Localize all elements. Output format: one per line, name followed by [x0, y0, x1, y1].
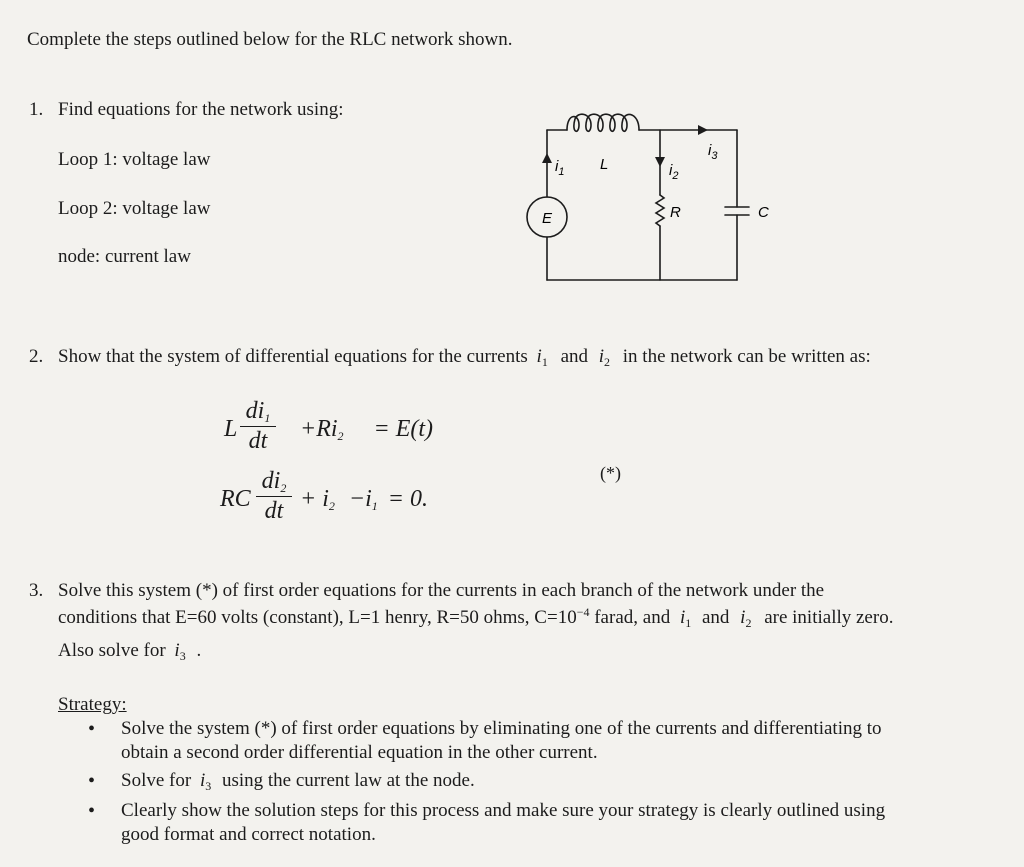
- strategy-item-3-line2: good format and correct notation.: [121, 824, 376, 845]
- eq2-coef: RC: [220, 486, 251, 512]
- strategy-bullet-3: •: [88, 800, 96, 822]
- step2-text: Show that the system of differential equations for the currents $i_1$ and $i_2$ in the network can be written as:: [58, 346, 871, 369]
- eq1-coef: L: [224, 416, 238, 442]
- strategy-item-1-line1: Solve the system (*) of first order equations by eliminating one of the currents and differentiating to: [121, 718, 882, 739]
- eq2-rest: + $i_2 -i_1 = 0$.: [300, 486, 428, 513]
- step2-number: 2.: [29, 346, 44, 367]
- i3-arrow-icon: [698, 125, 708, 135]
- eq2-denominator: dt: [264, 498, 284, 524]
- step1-item-node: node: current law: [58, 246, 191, 267]
- eq1-numerator: $di_1$: [245, 398, 271, 425]
- step3-line2: conditions that E=60 volts (constant), L=1 henry, R=50 ohms, $C=10^{-4}$ farad, and $i_1$ and $i_2$ are initially zero.: [58, 605, 894, 630]
- i3-label: $i_3$: [708, 142, 718, 162]
- strategy-item-3-line1: Clearly show the solution steps for this process and make sure your strategy is clearly outlined using: [121, 800, 886, 821]
- eq1-rest: $+Ri_2 = E(t)$: [300, 416, 434, 443]
- i2-arrow-icon: [655, 157, 665, 167]
- step3-line3: Also solve for $i_3$ .: [58, 640, 202, 663]
- strategy-item-1-line2: obtain a second order differential equation in the other current.: [121, 742, 598, 763]
- eq2-fraction: [256, 468, 292, 525]
- step1-item-loop1: Loop 1: voltage law: [58, 149, 211, 170]
- eq1-denominator: dt: [248, 428, 268, 454]
- strategy-item-2: Solve for $i_3$ using the current law at the node.: [121, 770, 475, 793]
- step3-number: 3.: [29, 580, 44, 601]
- i1-arrow-icon: [542, 153, 552, 163]
- step3-line1: Solve this system (*) of first order equations for the currents in each branch of the network under the: [58, 580, 825, 601]
- eq2-numerator: $di_2$: [261, 468, 287, 495]
- inductor-coil: [567, 114, 639, 131]
- rlc-circuit-diagram: [525, 105, 769, 290]
- inductor-label: L: [600, 156, 609, 173]
- i2-label: $i_2$: [669, 162, 679, 182]
- strategy-heading: Strategy:: [58, 694, 127, 715]
- capacitor-label: C: [758, 204, 769, 221]
- strategy-bullet-1: •: [88, 718, 96, 740]
- system-marker: (*): [600, 463, 621, 483]
- step1-item-loop2: Loop 2: voltage law: [58, 198, 211, 219]
- resistor-zigzag: [656, 195, 664, 226]
- step1-text: Find equations for the network using:: [58, 99, 344, 120]
- resistor-label: R: [670, 204, 681, 221]
- intro-text: Complete the steps outlined below for the RLC network shown.: [27, 29, 513, 50]
- source-label: E: [541, 210, 553, 227]
- step1-number: 1.: [29, 99, 44, 120]
- strategy-bullet-2: •: [88, 770, 96, 792]
- eq1-fraction: [240, 398, 276, 455]
- i1-label: $i_1$: [555, 158, 565, 178]
